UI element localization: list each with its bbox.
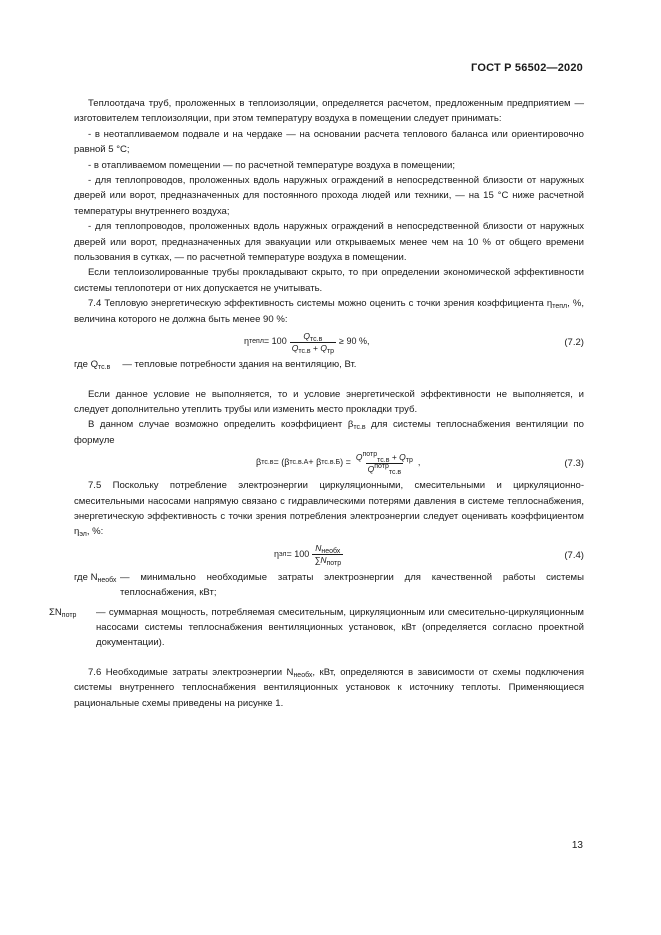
definition: [74, 570, 584, 601]
symbol: ) =: [340, 457, 351, 468]
list-item: - для теплопроводов, проложенных вдоль наружных ограждений в непосредственной близости от наружных дверей или ворот, предназначенных для эвакуации или открываемых менее чем на 10 % от общего времени пользования в сутках, — по расчетной температуре воздуха в помещении.: [74, 221, 584, 264]
text-run: В данном случае возможно определить коэффициент β: [88, 419, 354, 431]
symbol: Q: [320, 342, 327, 353]
formula-number: (7.2): [564, 337, 584, 349]
denominator: [290, 342, 336, 354]
symbol: β: [256, 457, 262, 468]
text-run: — тепловые потребности здания на вентиляцию, Вт.: [122, 359, 357, 371]
paragraph-7-4: [74, 296, 584, 327]
symbol: +: [310, 342, 321, 353]
formula-expression: β тс.в = (β тс.в.А + β тс.в.Б ) = $\frac{Q^{потр}_{тс.в} + Q_{тр}}{Q^{потр}_{тс.в}}$ ,: [256, 450, 421, 476]
list-item: - для теплопроводов, проложенных вдоль наружных ограждений в непосредственной близости от наружных дверей или ворот, предназначенных для постоянного прохода людей или техники, — на 15 °C ниже расчетной температуры внутреннего воздуха;: [74, 175, 584, 217]
symbol: = 100: [286, 549, 310, 560]
symbol: N: [315, 543, 322, 554]
symbol: Q: [291, 342, 299, 353]
subscript: необх: [293, 671, 313, 679]
symbol: = 100: [263, 336, 287, 347]
paragraph: Если данное условие не выполняется, то и условие энергетической эффективности не выполняется, и следует дополнительно утеплить трубы или изменить место прокладки труб.: [74, 388, 584, 415]
symbol: = (β: [273, 457, 290, 468]
subscript: тепл: [552, 303, 568, 311]
superscript: потр: [374, 462, 389, 470]
list-item: - в неотапливаемом подвале и на чердаке — на основании расчета теплового баланса или ориентировочно равной 5 °C;: [74, 128, 584, 156]
subscript: потр: [61, 611, 77, 619]
subscript: тс.в: [98, 364, 111, 372]
paragraph: Если теплоизолированные трубы прокладывают скрыто, то при определении экономической эффективности системы теплопотери от них допускается не учитывать.: [74, 267, 584, 294]
subscript: тр: [405, 456, 413, 464]
numerator: [354, 452, 415, 463]
subscript: тр: [326, 347, 335, 355]
symbol: η: [244, 336, 250, 347]
paragraph: [74, 417, 584, 448]
text-run: , %:: [86, 526, 104, 538]
definition-term: [49, 605, 96, 651]
subscript: тс.в: [377, 456, 390, 464]
subscript: необх: [97, 576, 117, 584]
symbol: ,: [417, 457, 421, 468]
text-run: 7.4 Тепловую энергетическую эффективность системы можно оценить с точки зрения коэффициента η: [88, 298, 553, 310]
subscript: тс.в: [310, 335, 323, 343]
text-run: ΣN: [49, 606, 62, 618]
formula-7-4: [74, 540, 584, 570]
subscript: необх: [321, 548, 341, 556]
page-number: 13: [571, 840, 583, 851]
definition-text: — минимально необходимые затраты электроэнергии для качественной работы системы теплоснабжения, кВт;: [120, 571, 584, 599]
list-item: - в отапливаемом помещении — по расчетной температуре воздуха в помещении;: [88, 159, 455, 171]
text-run: для системы теплоснабжения вентиляции по формуле: [74, 419, 584, 446]
symbol: Q: [367, 463, 375, 474]
text-run: 7.6 Необходимые затраты электроэнергии N: [88, 666, 294, 678]
definition: [49, 605, 584, 651]
formula-7-3: [74, 448, 584, 478]
subscript: тс.в: [298, 347, 311, 355]
subscript: тс.в: [388, 468, 402, 476]
symbol: Q: [303, 330, 311, 341]
paragraph-7-6: [74, 665, 584, 711]
formula-number: (7.4): [564, 549, 584, 561]
definition-text: — суммарная мощность, потребляемая смесительным, циркуляционным или смесительно-циркуляционным насосами системы теплоснабжения вентиляционных установок, кВт (определяется согласно проектной документации).: [96, 606, 584, 649]
formula-expression: η тепл = 100 $\frac{Q_{тс.в}}{Q_{тс.в} + Q_{тр}}$ ≥ 90 %,: [244, 330, 370, 355]
subscript: тс.в: [353, 424, 366, 432]
symbol: ∑N: [314, 555, 327, 566]
numerator: [313, 543, 342, 554]
document-header: ГОСТ Р 56502—2020: [471, 62, 583, 74]
subscript: эл: [79, 531, 87, 539]
paragraph-7-5: [74, 478, 584, 540]
formula-number: (7.3): [564, 458, 584, 470]
text-run: где N: [74, 571, 98, 583]
symbol: η: [274, 549, 280, 560]
numerator: [301, 331, 324, 342]
symbol: + Q: [389, 451, 406, 462]
symbol: Q: [355, 451, 363, 462]
text-run: , кВт, определяются в зависимости от схемы подключения системы внутреннего теплоснабжения вентиляционных установок к источнику теплоты. Применяющиеся рациональные схемы приведены на рисунке 1.: [74, 666, 584, 709]
symbol: ≥ 90 %,: [339, 336, 370, 347]
formula-7-2: [74, 327, 584, 357]
fraction: [290, 331, 336, 354]
subscript: потр: [326, 560, 342, 568]
denominator: [366, 463, 404, 475]
text-run: , %, величина которого не должна быть менее 90 %:: [74, 298, 584, 325]
denominator: [312, 554, 343, 566]
text-run: где Q: [74, 359, 99, 371]
superscript: потр: [362, 450, 378, 458]
symbol: + β: [308, 457, 322, 468]
paragraph: Теплоотдача труб, проложенных в теплоизоляции, определяется расчетом, предложенным предприятием — изготовителем теплоизоляции, при этом температуру воздуха в помещении следует принимать:: [74, 98, 584, 125]
formula-expression: η эл = 100 $\frac{N_{необх}}{\sum N_{потр}}$: [274, 543, 342, 568]
fraction: [312, 543, 343, 566]
definition: [74, 357, 584, 372]
definition-term: [74, 570, 120, 601]
text-run: 7.5 Поскольку потребление электроэнергии циркуляционными, смесительными и циркуляционно-смесительными насосами напрямую связано с гидравлическими потерями давления в системе теплоснабжения, энергетическую эффективность с точки зрения потребления электроэнергии следует оценивать коэффициентом η: [74, 480, 584, 538]
fraction: [354, 452, 415, 475]
